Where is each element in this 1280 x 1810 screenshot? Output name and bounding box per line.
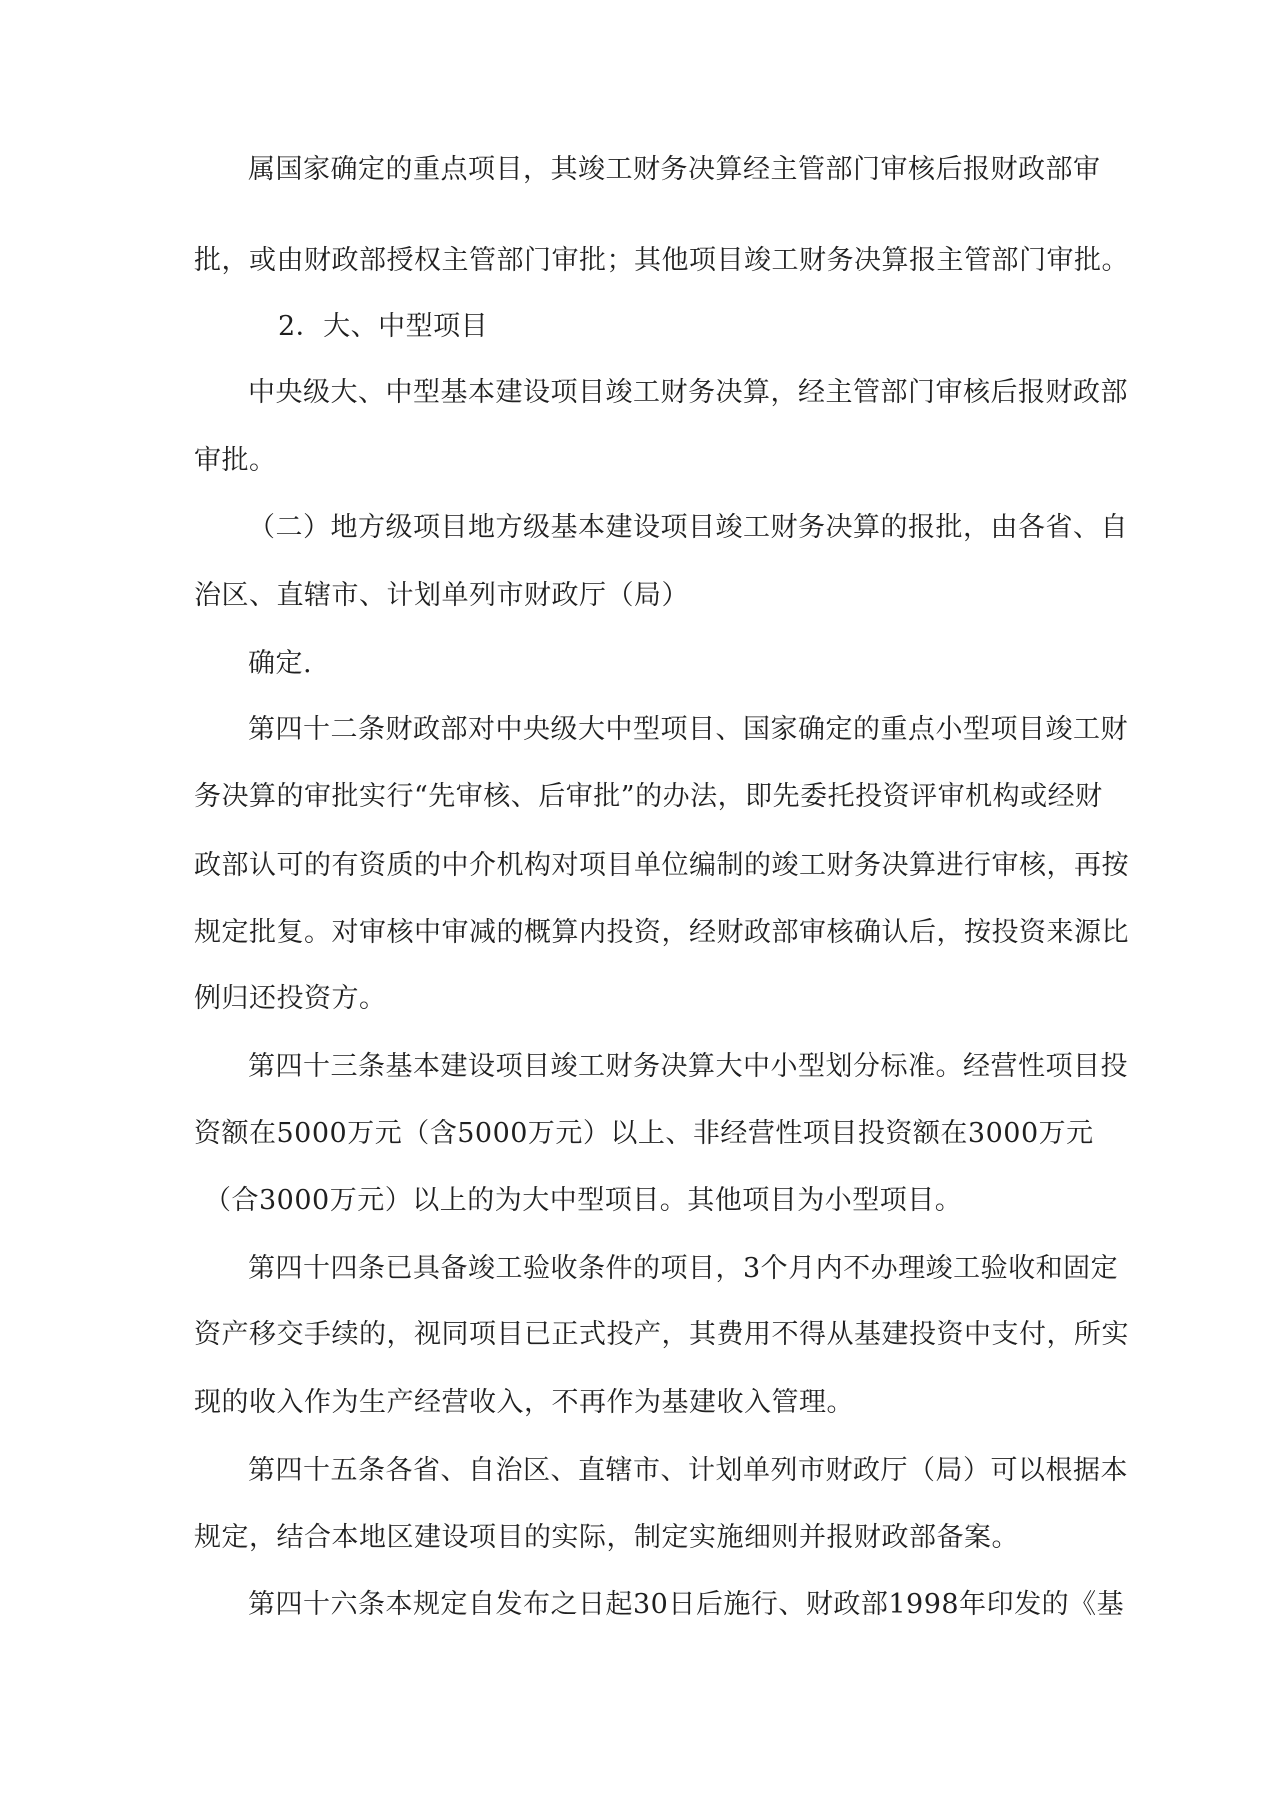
text-line: 确定. (248, 648, 313, 679)
text-line: 规定批复。对审核中审减的概算内投资，经财政部审核确认后，按投资来源比 (194, 917, 1129, 948)
text-line: 第四十三条基本建设项目竣工财务决算大中小型划分标准。经营性项目投 (248, 1051, 1128, 1082)
text-line: 政部认可的有资质的中介机构对项目单位编制的竣工财务决算进行审核，再按 (194, 850, 1129, 881)
text-line: 第四十六条本规定自发布之日起30日后施行、财政部1998年印发的《基 (248, 1589, 1125, 1620)
text-line: 治区、直辖市、计划单列市财政厅（局） (194, 580, 689, 611)
text-line: 审批。 (194, 445, 277, 476)
text-line: 中央级大、中型基本建设项目竣工财务决算，经主管部门审核后报财政部 (248, 377, 1128, 408)
text-line: 第四十五条各省、自治区、直辖市、计划单列市财政厅（局）可以根据本 (248, 1455, 1128, 1486)
text-line: （二）地方级项目地方级基本建设项目竣工财务决算的报批，由各省、自 (248, 512, 1128, 543)
text-line: 务决算的审批实行“先审核、后审批”的办法，即先委托投资评审机构或经财 (194, 781, 1103, 812)
section-heading: 2．大、中型项目 (278, 311, 489, 342)
text-line: 资额在5000万元（含5000万元）以上、非经营性项目投资额在3000万元 (194, 1118, 1094, 1149)
text-line: 第四十四条已具备竣工验收条件的项目，3个月内不办理竣工验收和固定 (248, 1253, 1119, 1284)
text-line: 资产移交手续的，视同项目已正式投产，其费用不得从基建投资中支付，所实 (194, 1319, 1129, 1350)
text-line: 第四十二条财政部对中央级大中型项目、国家确定的重点小型项目竣工财 (248, 714, 1128, 745)
text-line: 例归还投资方。 (194, 983, 387, 1014)
text-line: 规定，结合本地区建设项目的实际，制定实施细则并报财政部备案。 (194, 1522, 1019, 1553)
text-line: 批，或由财政部授权主管部门审批；其他项目竣工财务决算报主管部门审批。 (194, 245, 1129, 276)
text-line: （合3000万元）以上的为大中型项目。其他项目为小型项目。 (204, 1185, 963, 1216)
text-line: 现的收入作为生产经营收入，不再作为基建收入管理。 (194, 1387, 854, 1418)
text-line: 属国家确定的重点项目，其竣工财务决算经主管部门审核后报财政部审 (248, 154, 1101, 185)
